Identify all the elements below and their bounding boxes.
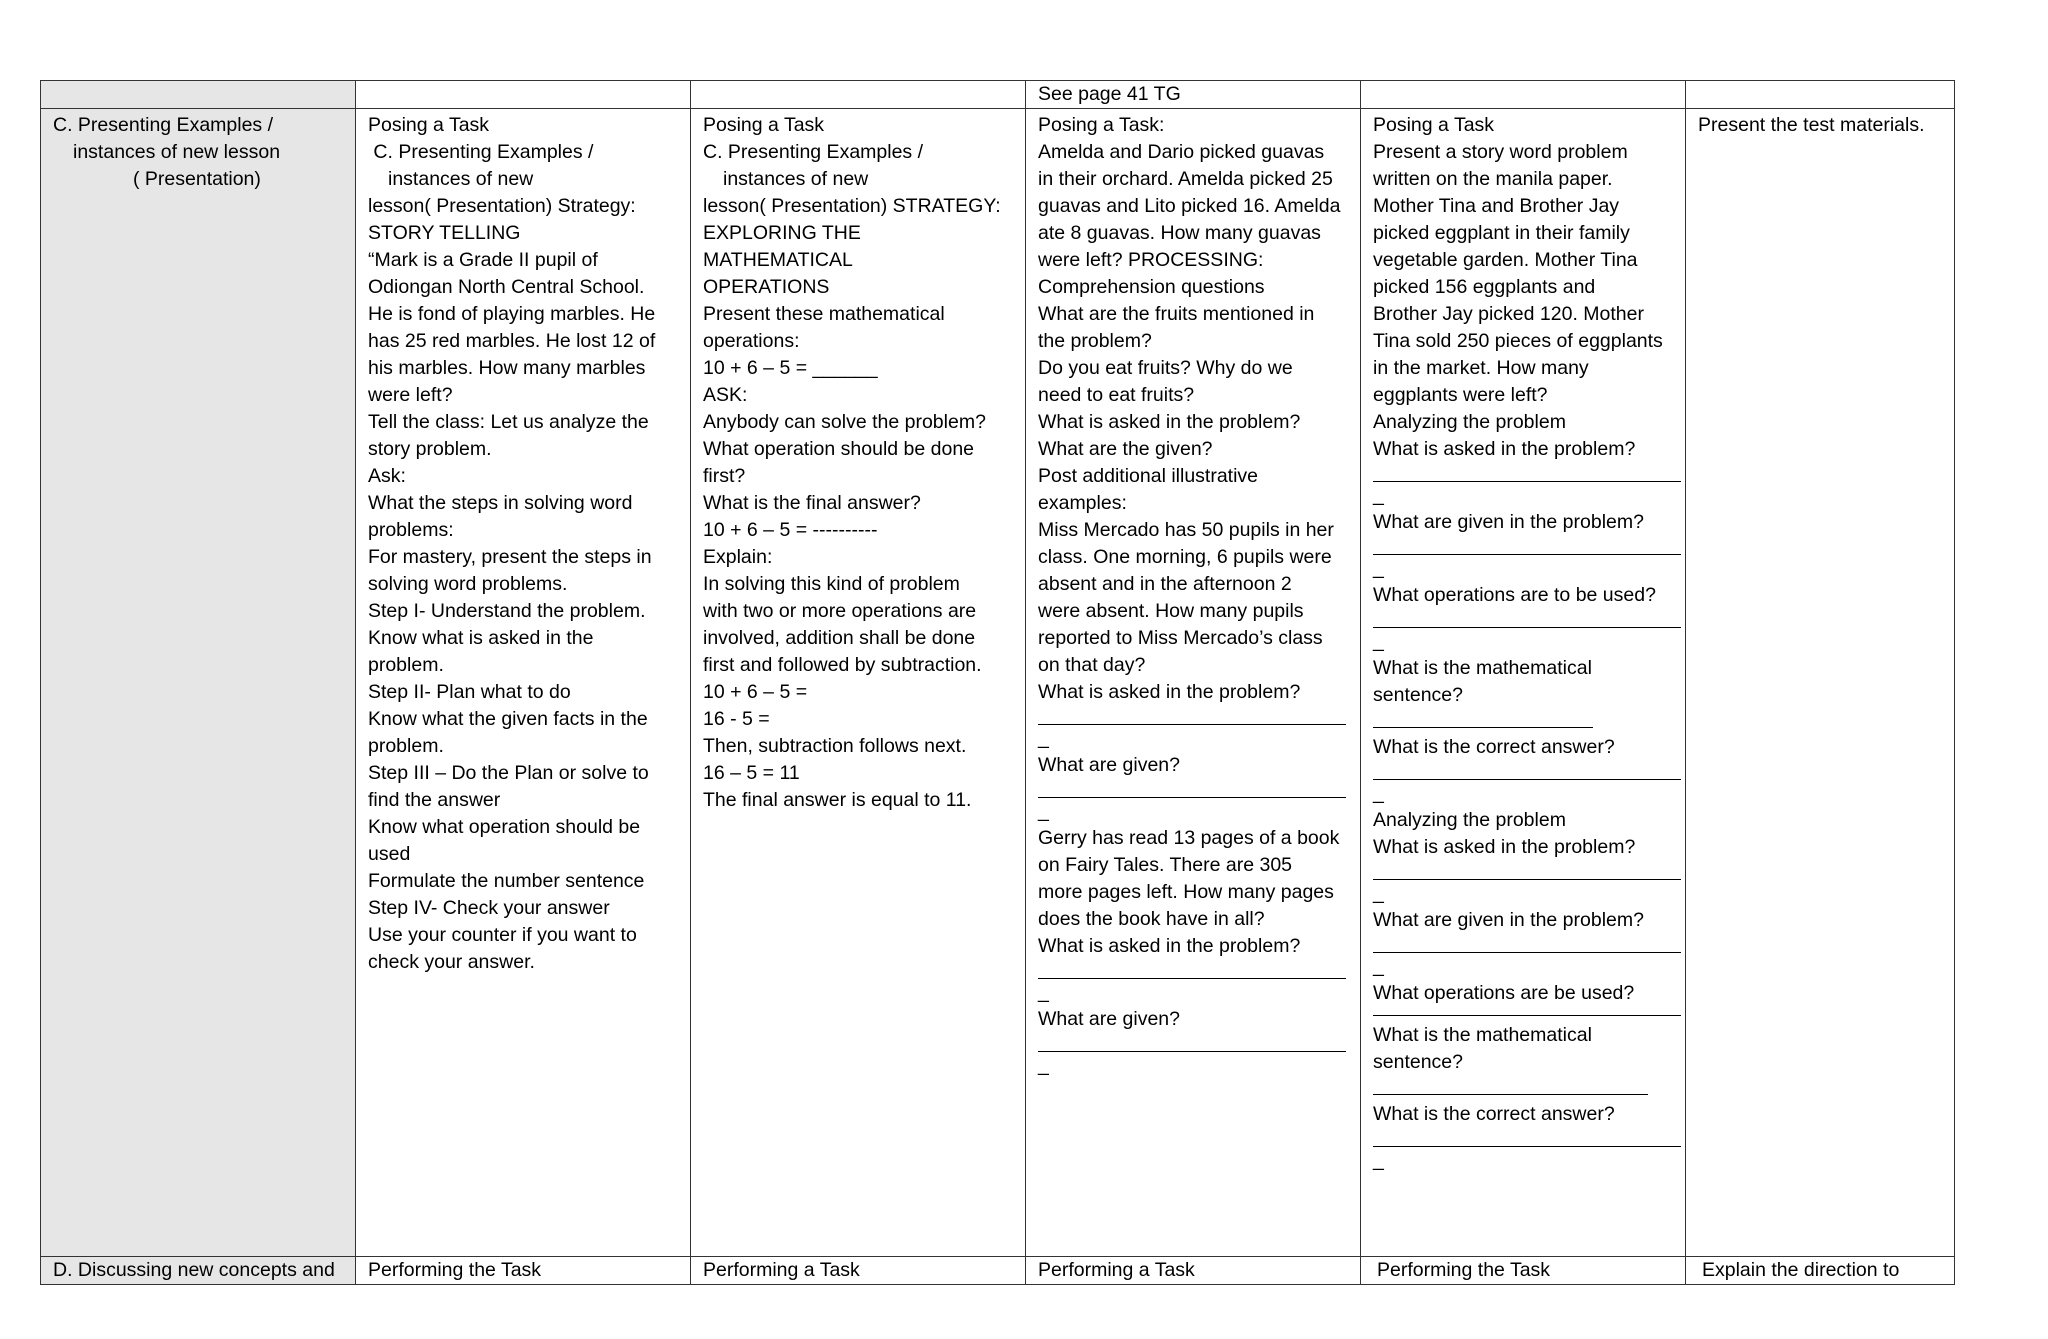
cell-text-line: OPERATIONS (703, 276, 830, 298)
cell-text-line: Tell the class: Let us analyze the (368, 411, 649, 433)
day4-discussing-cell (1361, 1257, 1686, 1285)
cell-text-line: What operation should be done (703, 438, 975, 460)
section-text: Analyzing the problem (1373, 809, 1566, 831)
cell-text-line: has 25 red marbles. He lost 12 of (368, 330, 656, 352)
cell-text-line: The final answer is equal to 11. (703, 789, 972, 811)
cell-text-line: examples: (1038, 492, 1127, 514)
cell-text-line: in their orchard. Amelda picked 25 (1038, 168, 1333, 190)
cell-text-line: Know what the given facts in the (368, 708, 648, 730)
cell-text-line: used (368, 843, 411, 865)
cell-text-line: Gerry has read 13 pages of a book (1038, 827, 1340, 849)
day3-discussing-cell (1026, 1257, 1361, 1285)
cell-text-line: Formulate the number sentence (368, 870, 645, 892)
underscore-mark: _ (1373, 630, 1384, 652)
cell-text-line: with two or more operations are (703, 600, 977, 622)
day4-presentation-cell (1361, 109, 1686, 1257)
cell-text-line: “Mark is a Grade II pupil of (368, 249, 598, 271)
underscore-mark: _ (1038, 1054, 1049, 1076)
cell-text-line: Brother Jay picked 120. Mother (1373, 303, 1644, 325)
cell-text-line: picked eggplant in their family (1373, 222, 1630, 244)
cell-text-line: were absent. How many pupils (1038, 600, 1304, 622)
cell-see-page (1026, 81, 1361, 109)
cell-text-line: C. Presenting Examples / (368, 141, 594, 163)
cell-text-line: Posing a Task (703, 114, 825, 136)
cell-text-line: vegetable garden. Mother Tina (1373, 249, 1638, 271)
cell-text-line: Use your counter if you want to (368, 924, 637, 946)
cell-text-line: Posing a Task (1373, 114, 1495, 136)
question-text: What are given in the problem? (1373, 511, 1644, 533)
cell-text-line: written on the manila paper. (1373, 168, 1613, 190)
cell-text: Performing a Task (703, 1259, 860, 1281)
question-text: What are given? (1038, 754, 1180, 776)
cell-text-line: Posing a Task (368, 114, 490, 136)
cell-text-line: What is the final answer? (703, 492, 921, 514)
answer-blank (1373, 1015, 1681, 1016)
cell-text-line: class. One morning, 6 pupils were (1038, 546, 1332, 568)
cell-text-line: Miss Mercado has 50 pupils in her (1038, 519, 1334, 541)
cell-text-line: What are the given? (1038, 438, 1213, 460)
question-text: What is asked in the problem? (1038, 681, 1301, 703)
cell-text-line: EXPLORING THE MATHEMATICAL (703, 222, 867, 271)
lesson-plan-table (40, 80, 1955, 1285)
cell-text-line: Posing a Task: (1038, 114, 1165, 136)
cell-text-line: C. Presenting Examples / (703, 141, 924, 163)
cell-text-line: on that day? (1038, 654, 1146, 676)
cell-text-line: guavas and Lito picked 16. Amelda (1038, 195, 1341, 217)
cell-text-line: the problem? (1038, 330, 1152, 352)
cell-text-line: Explain: (703, 546, 773, 568)
cell-text-line: What the steps in solving word (368, 492, 633, 514)
question-text: What is the correct answer? (1373, 1103, 1615, 1125)
underscore-mark: _ (1373, 1149, 1384, 1171)
cell-empty (1361, 81, 1686, 109)
cell-text-line: need to eat fruits? (1038, 384, 1195, 406)
question-text: What is asked in the problem? (1373, 836, 1636, 858)
label-line: C. Presenting Examples / (53, 114, 274, 136)
cell-text-line: first? (703, 465, 746, 487)
label-line: ( Presentation) (133, 168, 261, 190)
question-text: What is the mathematical (1373, 657, 1592, 679)
cell-text-line: problems: (368, 519, 454, 541)
cell-text-line: first and followed by subtraction. (703, 654, 982, 676)
cell-text-line: Tina sold 250 pieces of eggplants (1373, 330, 1663, 352)
cell-text-line: 16 - 5 = (703, 708, 770, 730)
cell-text-line: in the market. How many (1373, 357, 1589, 379)
cell-text-line: does the book have in all? (1038, 908, 1265, 930)
cell-text-line: What are the fruits mentioned in (1038, 303, 1315, 325)
row-label-presenting-examples (41, 109, 356, 1257)
cell-text-line: Odiongan North Central School. (368, 276, 645, 298)
cell-text-line: Amelda and Dario picked guavas (1038, 141, 1325, 163)
cell-text: Performing the Task (368, 1259, 542, 1281)
underscore-mark: _ (1038, 727, 1049, 749)
underscore-mark: _ (1038, 981, 1049, 1003)
cell-text-line: involved, addition shall be done (703, 627, 976, 649)
cell-text-line: Ask: (368, 465, 406, 487)
question-text: What operations are to be used? (1373, 584, 1656, 606)
cell-text-line: ASK: (703, 384, 748, 406)
underscore-mark: _ (1373, 484, 1384, 506)
day3-presentation-cell (1026, 109, 1361, 1257)
answer-blank (1373, 1094, 1648, 1095)
underscore-mark: _ (1373, 882, 1384, 904)
cell-text-line: Post additional illustrative (1038, 465, 1259, 487)
cell-text-line: Mother Tina and Brother Jay (1373, 195, 1620, 217)
question-text: sentence? (1373, 684, 1463, 706)
cell-text-line: Then, subtraction follows next. (703, 735, 967, 757)
cell-text: Explain the direction to (1702, 1259, 1900, 1281)
cell-text-line: instances of new (388, 168, 534, 190)
cell-text-line: In solving this kind of problem (703, 573, 960, 595)
cell-text-line: eggplants were left? (1373, 384, 1548, 406)
cell-text-line: Step I- Understand the problem. (368, 600, 646, 622)
cell-text-line: 10 + 6 – 5 = (703, 681, 808, 703)
table-row-presenting-examples (41, 109, 1955, 1257)
cell-text-line: story problem. (368, 438, 492, 460)
cell-text-line: Know what is asked in the (368, 627, 594, 649)
cell-text-line: find the answer (368, 789, 501, 811)
cell-text-line: picked 156 eggplants and (1373, 276, 1596, 298)
cell-text-line: instances of new (723, 168, 869, 190)
cell-text-line: were left? PROCESSING: (1038, 249, 1264, 271)
day1-presentation-cell (356, 109, 691, 1257)
cell-text-line: absent and in the afternoon 2 (1038, 573, 1292, 595)
cell-text-line: his marbles. How many marbles (368, 357, 646, 379)
day1-discussing-cell (356, 1257, 691, 1285)
cell-text-line: problem. (368, 735, 444, 757)
cell-text: See page 41 TG (1038, 83, 1181, 105)
cell-text: Present the test materials. (1698, 114, 1925, 136)
cell-text-line: Comprehension questions (1038, 276, 1265, 298)
question-text: What is asked in the problem? (1373, 438, 1636, 460)
cell-empty (356, 81, 691, 109)
cell-text-line: solving word problems. (368, 573, 568, 595)
cell-text-line: 10 + 6 – 5 = ______ (703, 357, 878, 379)
underscore-mark: _ (1373, 557, 1384, 579)
cell-text: Performing the Task (1377, 1259, 1551, 1281)
cell-text-line: Anybody can solve the problem? (703, 411, 986, 433)
cell-empty (1686, 81, 1955, 109)
cell-text-line: Present a story word problem (1373, 141, 1628, 163)
day2-discussing-cell (691, 1257, 1026, 1285)
cell-text-line: For mastery, present the steps in (368, 546, 652, 568)
cell-text-line: reported to Miss Mercado’s class (1038, 627, 1323, 649)
cell-text-line: check your answer. (368, 951, 535, 973)
cell-text-line: Step III – Do the Plan or solve to (368, 762, 649, 784)
cell-text-line: problem. (368, 654, 444, 676)
row-label-discussing (41, 1257, 356, 1285)
day2-presentation-cell (691, 109, 1026, 1257)
cell-text-line: Step IV- Check your answer (368, 897, 610, 919)
cell-text-line: Do you eat fruits? Why do we (1038, 357, 1293, 379)
cell-text-line: were left? (368, 384, 453, 406)
question-text: What are given in the problem? (1373, 909, 1644, 931)
underscore-mark: _ (1373, 782, 1384, 804)
label-line: D. Discussing new concepts and (53, 1259, 335, 1281)
underscore-mark: _ (1038, 800, 1049, 822)
cell-text-line: Step II- Plan what to do (368, 681, 571, 703)
question-text: What operations are be used? (1373, 982, 1635, 1004)
cell-text-line: 10 + 6 – 5 = ---------- (703, 519, 878, 541)
answer-blank (1373, 727, 1593, 728)
cell-text-line: operations: (703, 330, 800, 352)
cell-text-line: Analyzing the problem (1373, 411, 1566, 433)
cell-text-line: lesson( Presentation) STRATEGY: (703, 195, 1001, 217)
day5-discussing-cell (1686, 1257, 1955, 1285)
cell-text-line: Know what operation should be (368, 816, 641, 838)
cell-text-line: STORY TELLING (368, 222, 521, 244)
cell-text-line: lesson( Presentation) Strategy: (368, 195, 636, 217)
question-text: What are given? (1038, 1008, 1180, 1030)
cell-text-line: on Fairy Tales. There are 305 (1038, 854, 1293, 876)
question-text: What is the mathematical (1373, 1024, 1592, 1046)
cell-text-line: What is asked in the problem? (1038, 411, 1301, 433)
cell-text-line: 16 – 5 = 11 (703, 762, 800, 784)
cell-text-line: Present these mathematical (703, 303, 945, 325)
cell-empty (691, 81, 1026, 109)
label-cell-empty (41, 81, 356, 109)
table-row-discussing (41, 1257, 1955, 1285)
label-line: instances of new lesson (73, 141, 281, 163)
question-text: What is the correct answer? (1373, 736, 1615, 758)
cell-text-line: He is fond of playing marbles. He (368, 303, 656, 325)
cell-text-line: ate 8 guavas. How many guavas (1038, 222, 1321, 244)
day5-presentation-cell (1686, 109, 1955, 1257)
question-text: sentence? (1373, 1051, 1463, 1073)
cell-text-line: more pages left. How many pages (1038, 881, 1334, 903)
table-row-header (41, 81, 1955, 109)
underscore-mark: _ (1373, 955, 1384, 977)
question-text: What is asked in the problem? (1038, 935, 1301, 957)
cell-text: Performing a Task (1038, 1259, 1195, 1281)
